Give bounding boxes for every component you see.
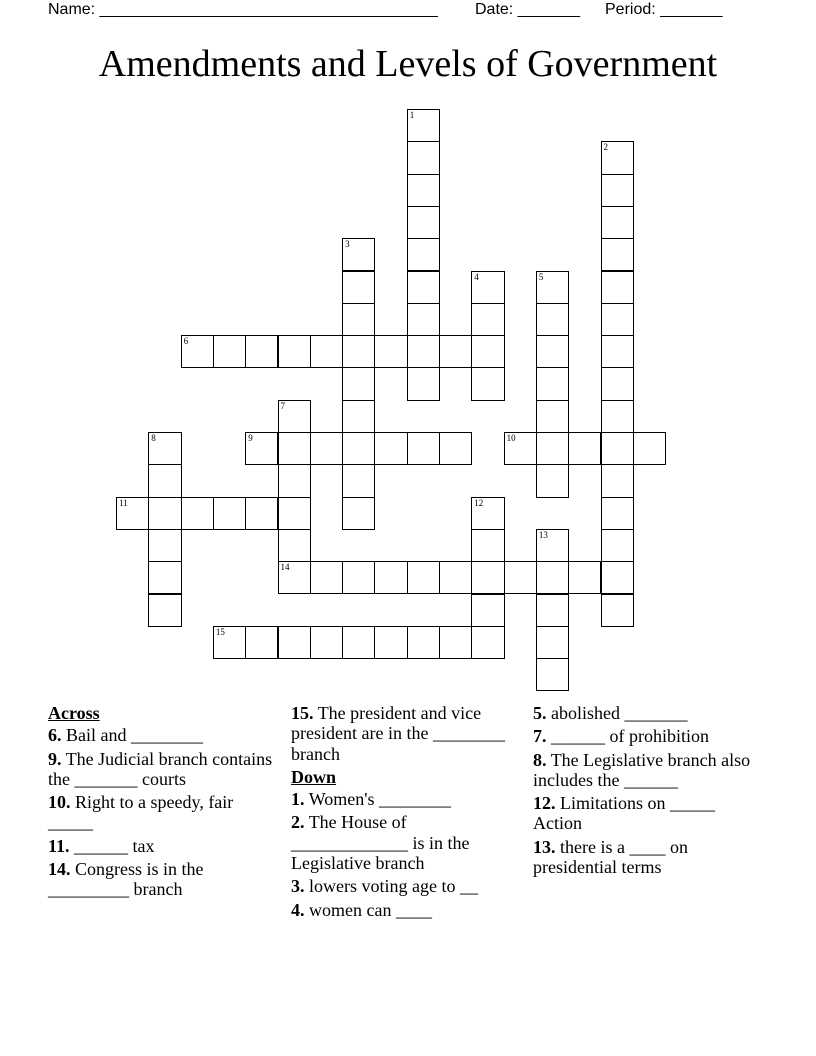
down-clue: 3. lowers voting age to __ bbox=[291, 876, 478, 897]
crossword-cell[interactable] bbox=[374, 432, 407, 465]
crossword-cell[interactable] bbox=[439, 335, 472, 368]
crossword-cell[interactable] bbox=[213, 335, 246, 368]
crossword-cell[interactable] bbox=[310, 335, 343, 368]
down-heading: Down bbox=[291, 766, 337, 787]
crossword-cell[interactable] bbox=[504, 432, 537, 465]
crossword-cell[interactable] bbox=[471, 594, 504, 627]
crossword-cell[interactable] bbox=[407, 335, 440, 368]
crossword-cell[interactable] bbox=[601, 400, 634, 433]
crossword-cell[interactable] bbox=[471, 529, 504, 562]
crossword-cell[interactable] bbox=[601, 367, 634, 400]
crossword-cell[interactable] bbox=[213, 626, 246, 659]
crossword-cell[interactable] bbox=[601, 561, 634, 594]
clue-number: 4 bbox=[474, 271, 479, 282]
crossword-cell[interactable] bbox=[407, 432, 440, 465]
crossword-cell[interactable] bbox=[601, 497, 634, 530]
crossword-cell[interactable] bbox=[536, 335, 569, 368]
across-clue: 11. ______ tax bbox=[48, 835, 155, 856]
crossword-cell[interactable] bbox=[278, 400, 311, 433]
crossword-cell[interactable] bbox=[601, 432, 634, 465]
down-clue: 13. there is a ____ on presidential terms bbox=[533, 836, 688, 878]
crossword-cell[interactable] bbox=[310, 626, 343, 659]
clue-number: 9 bbox=[248, 433, 253, 443]
crossword-cell[interactable] bbox=[601, 238, 634, 271]
crossword-cell[interactable] bbox=[342, 367, 375, 400]
clue-number: 5 bbox=[538, 271, 544, 282]
crossword-cell[interactable] bbox=[601, 594, 634, 627]
crossword-cell[interactable] bbox=[342, 464, 375, 497]
crossword-cell[interactable] bbox=[310, 432, 343, 465]
down-clue: 2. The House of _____________ is in the Legislative branch bbox=[291, 812, 470, 874]
down-clue: 5. abolished _______ bbox=[533, 703, 688, 723]
crossword-cell[interactable] bbox=[278, 529, 311, 562]
across-clue: 14. Congress is in the _________ branch bbox=[48, 859, 204, 900]
crossword-cell[interactable] bbox=[568, 561, 601, 594]
crossword-cell[interactable] bbox=[245, 335, 278, 368]
crossword-cell[interactable] bbox=[310, 561, 343, 594]
crossword-cell[interactable] bbox=[536, 367, 569, 400]
crossword-cell[interactable] bbox=[601, 174, 634, 207]
crossword-cell[interactable] bbox=[536, 594, 569, 627]
crossword-cell[interactable] bbox=[439, 561, 472, 594]
across-clue: 15. The president and vice president are in the ________ branch bbox=[291, 703, 505, 764]
crossword-cell[interactable] bbox=[278, 561, 311, 594]
name-field-label: Name: ______________________________________ bbox=[48, 1, 438, 18]
crossword-cell[interactable] bbox=[213, 497, 246, 530]
crossword-cell[interactable] bbox=[342, 271, 375, 304]
clue-number: 6 bbox=[183, 336, 189, 347]
clues-column-1 bbox=[48, 703, 278, 903]
down-clue: 1. Women's ________ bbox=[291, 789, 451, 810]
crossword-cell[interactable] bbox=[407, 303, 440, 336]
clue-number: 2 bbox=[603, 142, 608, 153]
crossword-cell[interactable] bbox=[601, 141, 634, 174]
crossword-cell[interactable] bbox=[471, 271, 504, 304]
crossword-cell[interactable] bbox=[601, 335, 634, 368]
clues-column-3 bbox=[533, 703, 758, 880]
crossword-cell[interactable] bbox=[116, 497, 149, 530]
date-field-label: Date: _______ bbox=[475, 1, 580, 18]
crossword-cell[interactable] bbox=[148, 464, 181, 497]
clue-number: 1 bbox=[409, 110, 415, 120]
crossword-cell[interactable] bbox=[536, 626, 569, 659]
clue-number: 3 bbox=[345, 239, 350, 250]
across-clue: 10. Right to a speedy, fair _____ bbox=[48, 792, 234, 833]
crossword-cell[interactable] bbox=[601, 206, 634, 239]
crossword-cell[interactable] bbox=[407, 238, 440, 271]
crossword-cell[interactable] bbox=[536, 271, 569, 304]
crossword-cell[interactable] bbox=[601, 464, 634, 497]
crossword-cell[interactable] bbox=[407, 109, 440, 142]
crossword-cell[interactable] bbox=[181, 497, 214, 530]
crossword-cell[interactable] bbox=[439, 432, 472, 465]
crossword-cell[interactable] bbox=[407, 174, 440, 207]
crossword-cell[interactable] bbox=[342, 497, 375, 530]
crossword-cell[interactable] bbox=[342, 335, 375, 368]
clue-number: 10 bbox=[506, 433, 516, 443]
crossword-cell[interactable] bbox=[148, 594, 181, 627]
down-clue: 7. ______ of prohibition bbox=[533, 726, 709, 747]
crossword-cell[interactable] bbox=[471, 367, 504, 400]
crossword-cell[interactable] bbox=[245, 497, 278, 530]
clues-column-2 bbox=[291, 703, 513, 923]
crossword-cell[interactable] bbox=[374, 561, 407, 594]
crossword-cell[interactable] bbox=[471, 497, 504, 530]
crossword-cell[interactable] bbox=[278, 497, 311, 530]
crossword-cell[interactable] bbox=[407, 141, 440, 174]
crossword-cell[interactable] bbox=[148, 561, 181, 594]
page-title: Amendments and Levels of Government bbox=[98, 43, 718, 85]
crossword-cell[interactable] bbox=[633, 432, 666, 465]
clue-number: 13 bbox=[538, 529, 548, 540]
crossword-cell[interactable] bbox=[181, 335, 214, 368]
period-field-label: Period: _______ bbox=[605, 1, 723, 18]
clue-number: 8 bbox=[151, 433, 156, 443]
crossword-cell[interactable] bbox=[342, 626, 375, 659]
crossword-cell[interactable] bbox=[278, 626, 311, 659]
crossword-cell[interactable] bbox=[536, 303, 569, 336]
crossword-cell[interactable] bbox=[439, 626, 472, 659]
crossword-cell[interactable] bbox=[601, 529, 634, 562]
crossword-cell[interactable] bbox=[471, 303, 504, 336]
clue-number: 12 bbox=[474, 497, 484, 508]
crossword-cell[interactable] bbox=[374, 626, 407, 659]
crossword-cell[interactable] bbox=[342, 432, 375, 465]
crossword-cell[interactable] bbox=[278, 335, 311, 368]
crossword-cell[interactable] bbox=[407, 206, 440, 239]
down-clue: 8. The Legislative branch also includes the ______ bbox=[533, 749, 751, 790]
crossword-cell[interactable] bbox=[245, 626, 278, 659]
crossword-cell[interactable] bbox=[471, 561, 504, 594]
crossword-cell[interactable] bbox=[536, 529, 569, 562]
crossword-cell[interactable] bbox=[601, 271, 634, 304]
crossword-cell[interactable] bbox=[536, 432, 569, 465]
crossword-cell[interactable] bbox=[536, 658, 569, 691]
down-clue: 4. women can ____ bbox=[291, 899, 432, 920]
clue-number: 14 bbox=[280, 562, 290, 573]
crossword-cell[interactable] bbox=[342, 400, 375, 433]
across-heading: Across bbox=[48, 703, 100, 723]
crossword-cell[interactable] bbox=[342, 561, 375, 594]
crossword-cell[interactable] bbox=[471, 335, 504, 368]
clue-number: 15 bbox=[215, 626, 225, 637]
crossword-cell[interactable] bbox=[504, 561, 537, 594]
crossword-cell[interactable] bbox=[148, 497, 181, 530]
crossword-cell[interactable] bbox=[536, 464, 569, 497]
crossword-cell[interactable] bbox=[407, 367, 440, 400]
crossword-cell[interactable] bbox=[601, 303, 634, 336]
clue-number: 11 bbox=[119, 497, 128, 508]
crossword-cell[interactable] bbox=[342, 238, 375, 271]
crossword-cell[interactable] bbox=[568, 432, 601, 465]
crossword-cell[interactable] bbox=[407, 626, 440, 659]
crossword-cell[interactable] bbox=[374, 335, 407, 368]
crossword-cell[interactable] bbox=[278, 464, 311, 497]
crossword-cell[interactable] bbox=[245, 432, 278, 465]
clue-number: 7 bbox=[280, 400, 285, 411]
across-clue: 6. Bail and ________ bbox=[48, 725, 203, 746]
crossword-cell[interactable] bbox=[407, 561, 440, 594]
down-clue: 12. Limitations on _____ Action bbox=[533, 793, 715, 834]
crossword-cell[interactable] bbox=[536, 400, 569, 433]
crossword-cell[interactable] bbox=[148, 529, 181, 562]
crossword-cell[interactable] bbox=[536, 561, 569, 594]
crossword-cell[interactable] bbox=[407, 271, 440, 304]
crossword-cell[interactable] bbox=[278, 432, 311, 465]
crossword-cell[interactable] bbox=[342, 303, 375, 336]
crossword-cell[interactable] bbox=[471, 626, 504, 659]
across-clue: 9. The Judicial branch contains the _______ courts bbox=[48, 748, 273, 789]
crossword-cell[interactable] bbox=[148, 432, 181, 465]
